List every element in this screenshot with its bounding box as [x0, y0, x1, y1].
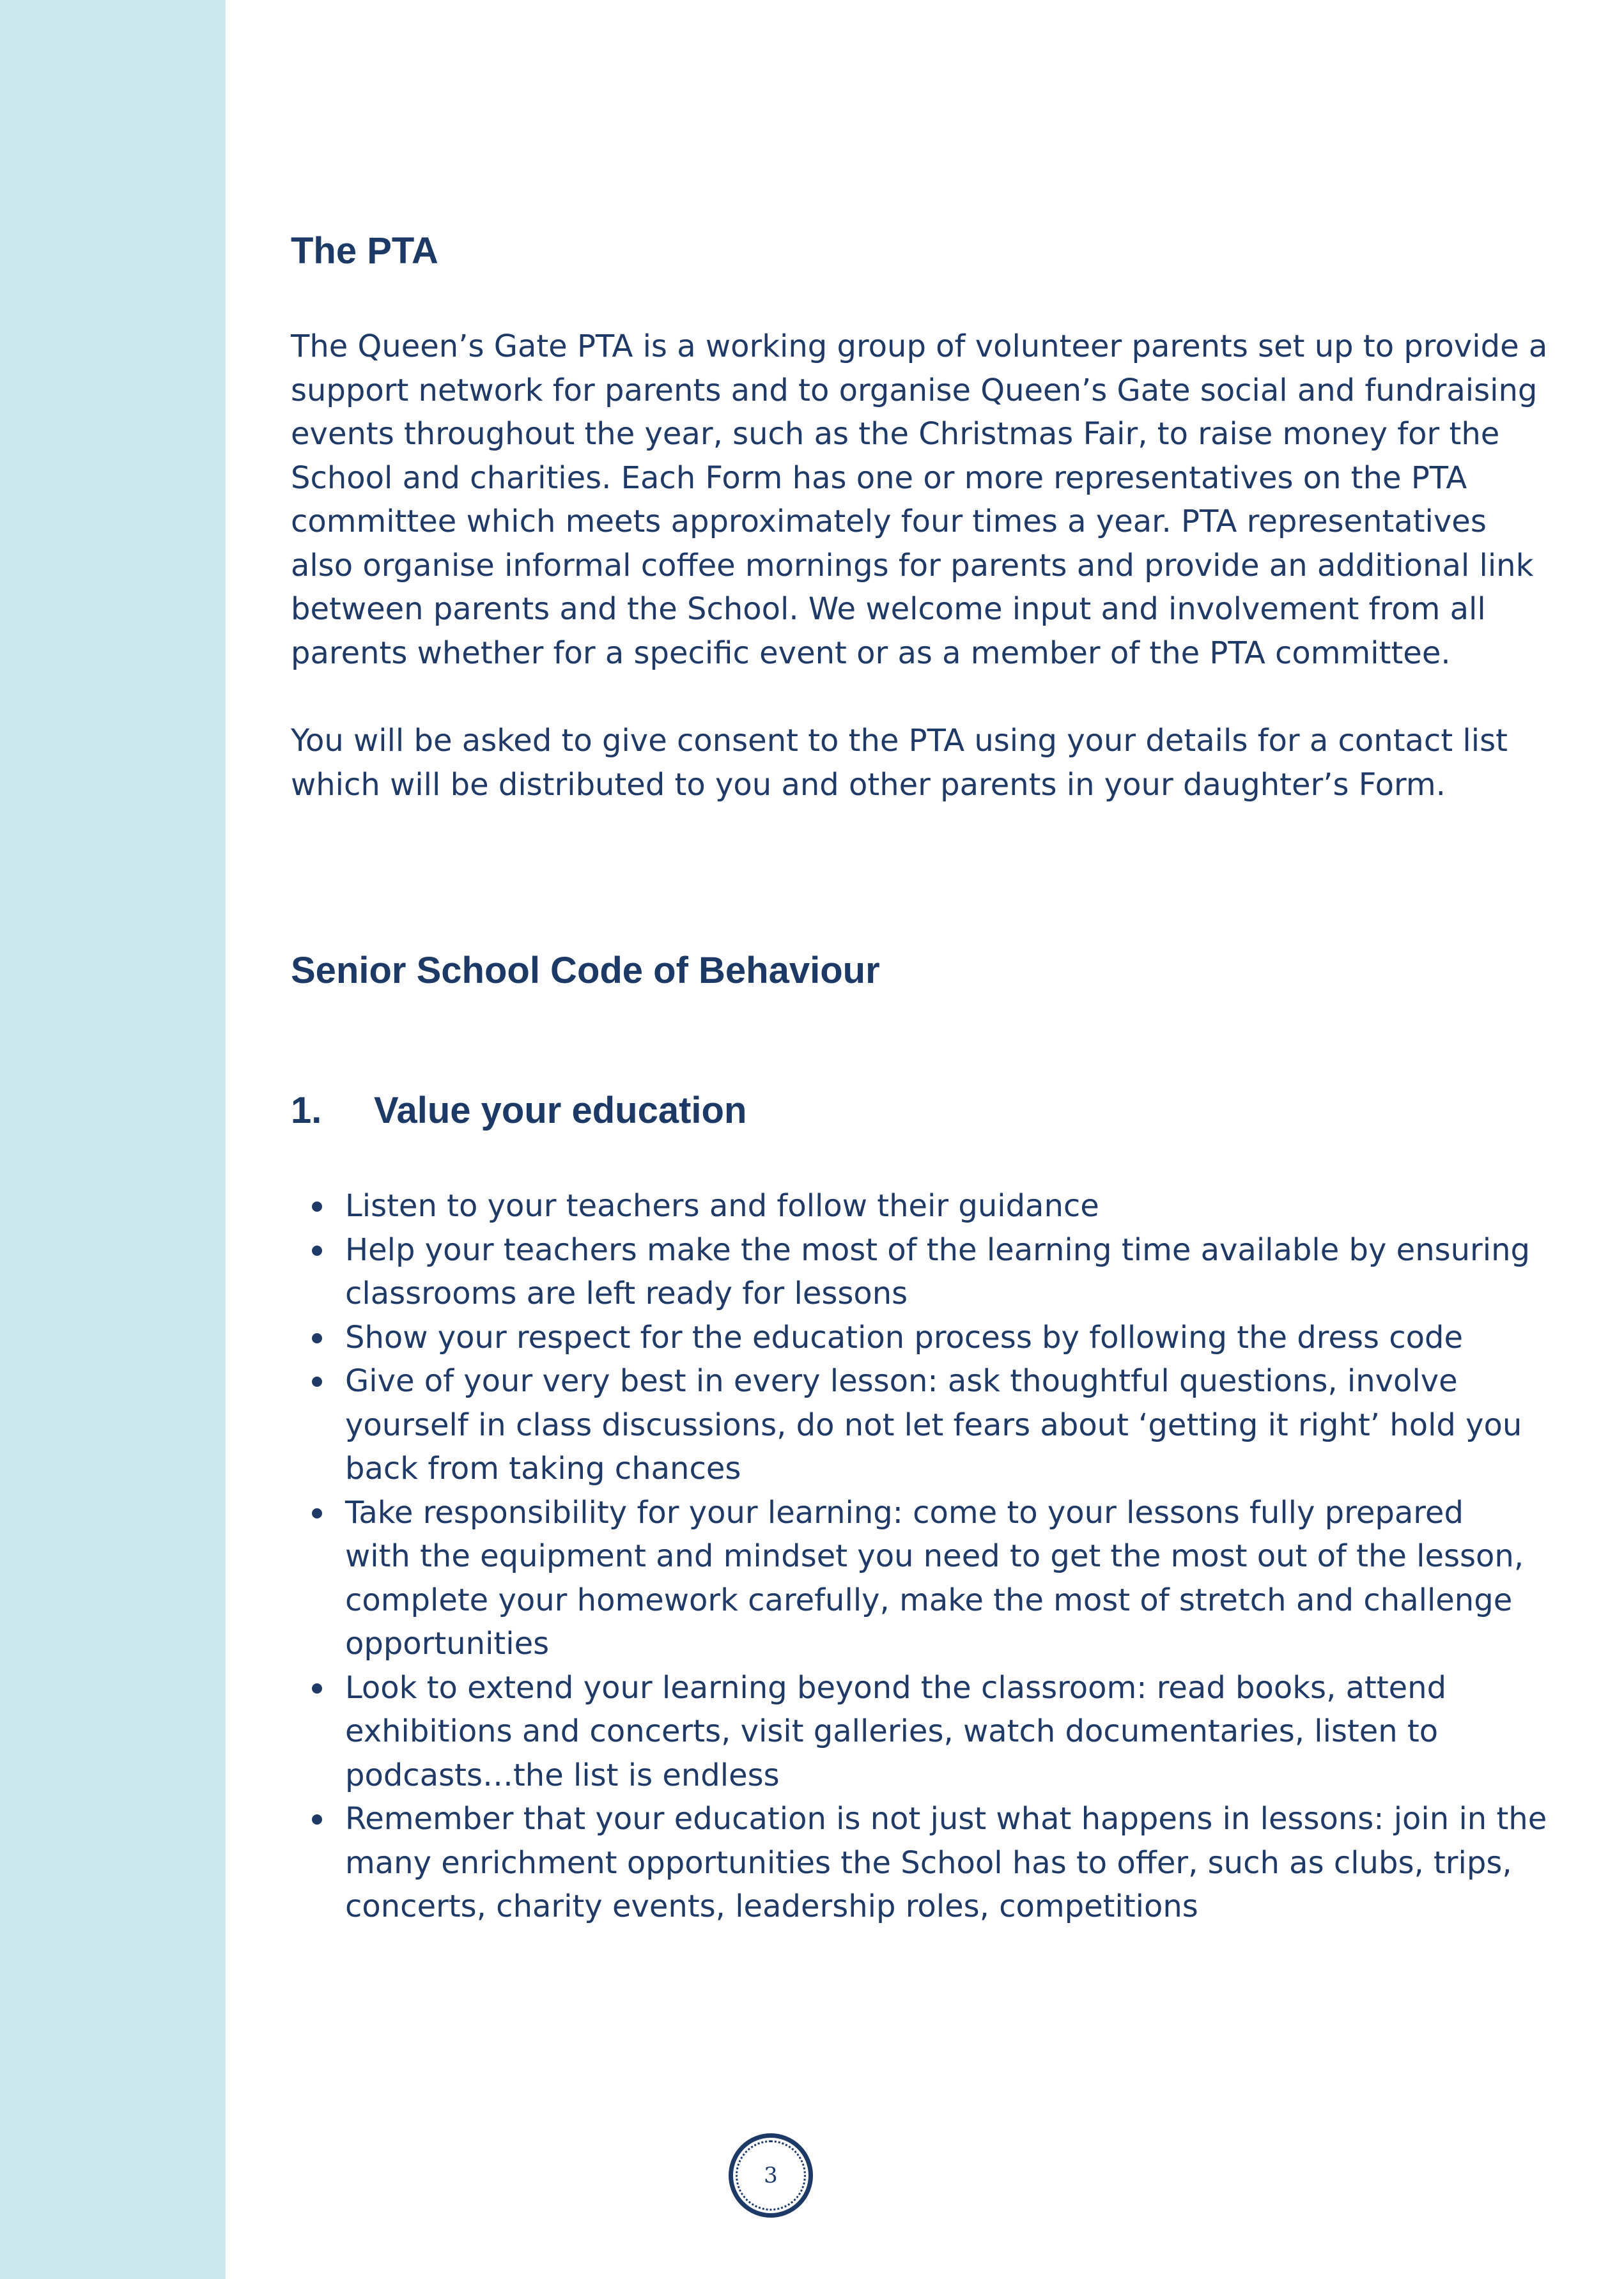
bullet-icon — [312, 1246, 322, 1256]
pta-paragraph-2 — [291, 719, 1543, 807]
list-item-line: Help your teachers make the most of the learning time available by ensuring — [345, 1232, 1530, 1268]
pta-paragraph-1-line: between parents and the School. We welcome input and involvement from all — [291, 591, 1486, 627]
list-item — [291, 1316, 1543, 1360]
sidebar-accent-band — [0, 0, 226, 2279]
value-education-list — [291, 1184, 1547, 1929]
pta-paragraph-2-line: which will be distributed to you and other parents in your daughter’s Form. — [291, 766, 1446, 803]
pta-paragraph-1-line: The Queen’s Gate PTA is a working group of volunteer parents set up to provide a — [291, 328, 1548, 364]
list-item-line: podcasts…the list is endless — [345, 1757, 780, 1793]
bullet-icon — [312, 1814, 322, 1825]
pta-paragraph-1-line: also organise informal coffee mornings for parents and provide an additional link — [291, 547, 1534, 583]
list-item-line: Listen to your teachers and follow their guidance — [345, 1188, 1099, 1224]
list-item-line: many enrichment opportunities the School has to offer, such as clubs, trips, — [345, 1844, 1512, 1881]
list-item-line: opportunities — [345, 1626, 550, 1662]
section-number: 1. — [291, 1090, 322, 1131]
list-item-line: Show your respect for the education process by following the dress code — [345, 1319, 1463, 1356]
pta-heading: The PTA — [291, 230, 438, 272]
list-item-line: Give of your very best in every lesson: ask thoughtful questions, involve — [345, 1363, 1458, 1399]
list-item-line: classrooms are left ready for lessons — [345, 1276, 908, 1311]
section-title: Value your education — [374, 1090, 747, 1131]
bullet-icon — [312, 1333, 322, 1343]
bullet-icon — [312, 1508, 322, 1518]
page-number-badge — [729, 2133, 813, 2218]
list-item — [291, 1359, 1543, 1491]
list-item-line: yourself in class discussions, do not let fears about ‘getting it right’ hold you — [345, 1407, 1522, 1443]
bullet-icon — [312, 1377, 322, 1387]
pta-paragraph-1-line: School and charities. Each Form has one or more representatives on the PTA — [291, 460, 1467, 496]
list-item-line: Remember that your education is not just what happens in lessons: join in the — [345, 1801, 1547, 1837]
pta-paragraph-1-line: committee which meets approximately four times a year. PTA representatives — [291, 504, 1487, 539]
list-item — [291, 1797, 1547, 1929]
list-item-line: concerts, charity events, leadership roles, competitions — [345, 1889, 1198, 1924]
list-item — [291, 1491, 1543, 1666]
bullet-icon — [312, 1683, 322, 1694]
pta-paragraph-2-line: You will be asked to give consent to the PTA using your details for a contact list — [291, 723, 1508, 759]
list-item-line: Take responsibility for your learning: come to your lessons fully prepared — [345, 1494, 1464, 1531]
bullet-icon — [312, 1201, 322, 1212]
list-item-line: Look to extend your learning beyond the classroom: read books, attend — [345, 1669, 1447, 1706]
page-number: 3 — [764, 2163, 778, 2188]
list-item-line: back from taking chances — [345, 1451, 741, 1487]
code-of-behaviour-heading: Senior School Code of Behaviour — [291, 950, 880, 991]
pta-paragraph-1-line: events throughout the year, such as the Christmas Fair, to raise money for the — [291, 416, 1500, 452]
list-item-line: complete your homework carefully, make the most of stretch and challenge — [345, 1582, 1513, 1618]
list-item-line: with the equipment and mindset you need to get the most out of the lesson, — [345, 1538, 1524, 1574]
list-item-line: exhibitions and concerts, visit galleries, watch documentaries, listen to — [345, 1713, 1439, 1749]
list-item — [291, 1666, 1543, 1798]
list-item — [291, 1184, 1543, 1228]
pta-paragraph-1 — [291, 325, 1548, 675]
list-item — [291, 1228, 1543, 1316]
pta-paragraph-1-line: parents whether for a specific event or as a member of the PTA committee. — [291, 635, 1451, 671]
pta-paragraph-1-line: support network for parents and to organise Queen’s Gate social and fundraising — [291, 372, 1538, 408]
